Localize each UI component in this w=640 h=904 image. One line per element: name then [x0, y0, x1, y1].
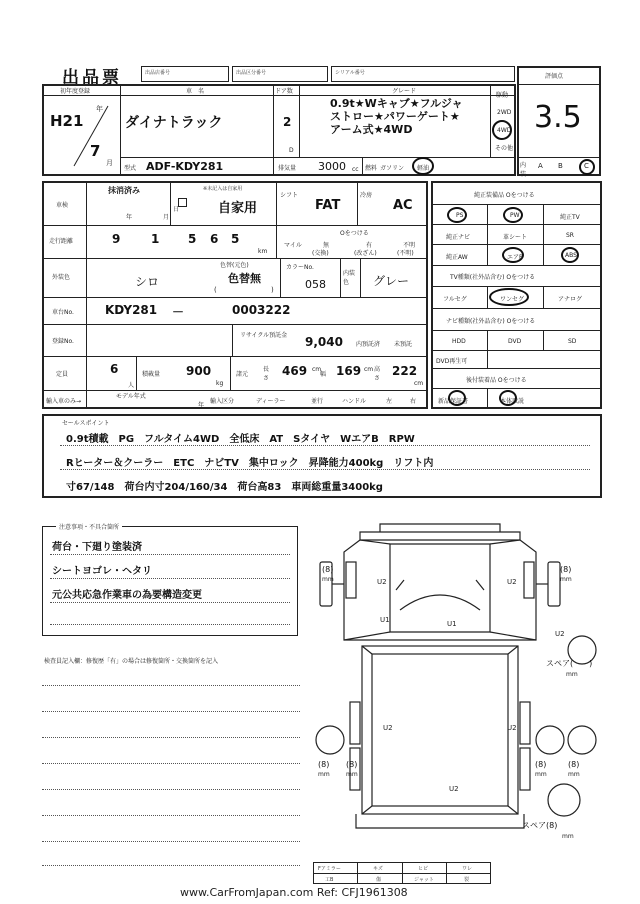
interior-label: 内装 — [520, 162, 527, 178]
inspector-line — [42, 815, 300, 816]
first-reg-year-unit: 年 — [96, 105, 103, 113]
repaint-value: 色替無 — [228, 272, 261, 285]
chassis-number: 0003222 — [232, 303, 291, 317]
opt-airbag[interactable]: エアB — [507, 254, 524, 261]
tread-unit: mm — [535, 771, 547, 778]
interior-color-label: 内装色 — [343, 270, 356, 286]
usage-note: ※未記入は自家用 — [203, 186, 243, 192]
sales-points-label: セールスポイント — [62, 420, 110, 427]
load-label: 積載量 — [142, 371, 161, 378]
navi-dvd[interactable]: DVD — [508, 338, 522, 345]
displacement-value: 3000 — [318, 160, 346, 173]
score-value: 3.5 — [534, 100, 582, 135]
repaint-label: 色替(元色) — [220, 262, 249, 269]
first-reg-slash — [66, 102, 116, 172]
seats-unit: 人 — [128, 382, 135, 389]
sales-points-line2: Rヒーター＆クーラー ETC ナビTV 集中ロック 昇降能力400kg リフト内 — [66, 458, 434, 469]
width-value: 169 — [336, 364, 362, 378]
notes-item-2: シートヨゴレ・ヘタリ — [52, 566, 152, 577]
dvd-play[interactable]: DVD再生可 — [436, 358, 468, 365]
serial-no-box — [331, 66, 515, 82]
opt-abs[interactable]: ABS — [565, 252, 577, 259]
handle-right[interactable]: 右 — [410, 398, 417, 405]
tread-unit: mm — [346, 771, 358, 778]
recycle-value: 9,040 — [305, 335, 343, 349]
mileage-digit: 5 — [188, 232, 197, 246]
interior-c[interactable]: C — [584, 162, 589, 170]
import-parallel[interactable]: 並行 — [311, 398, 324, 405]
color-no-value: 058 — [305, 278, 326, 291]
tread-value: 8 — [349, 760, 355, 769]
interior-color-value: グレー — [373, 274, 410, 288]
mileage-digit: 9 — [112, 232, 121, 246]
dims-label: 諸元 — [236, 371, 249, 378]
extra-warranty-circle — [448, 390, 466, 406]
tread-value: 8 — [321, 760, 327, 769]
width-label: 幅 — [320, 371, 327, 378]
usage-value: 自家用 — [218, 201, 258, 216]
drive-4wd[interactable]: 4WD — [497, 127, 512, 134]
grade-value: 0.9t★Wキャブ★フルジャストロー★パワーゲート★アーム式★4WD — [330, 97, 463, 136]
first-reg-era: H21 — [50, 112, 84, 130]
diagram-u1-cab: U1 — [380, 616, 390, 624]
ac-value: AC — [393, 198, 413, 213]
handle-left[interactable]: 左 — [386, 398, 393, 405]
tread-unit: mm — [322, 576, 334, 583]
meter-opt-none[interactable]: 無 — [323, 242, 330, 249]
import-type-label: 輸入区分 — [210, 398, 235, 405]
tread-unit: mm — [318, 771, 330, 778]
shift-value: FAT — [315, 198, 341, 213]
vehicle-damage-diagram — [300, 522, 602, 852]
inspection-status: 抹消済み — [108, 186, 140, 195]
opt-navi[interactable]: 純正ナビ — [446, 234, 471, 241]
tread-front-left: (8) mm — [322, 565, 334, 583]
recycle-status-b[interactable]: 未預託 — [394, 341, 413, 348]
meter-sub-1: (交換) — [312, 250, 329, 257]
exterior-color-label: 外装色 — [52, 274, 71, 281]
serial-no-label: シリアル番号 — [335, 70, 365, 76]
extra-label: 後付装着品 Oをつける — [466, 377, 527, 384]
load-value: 900 — [186, 364, 212, 378]
tv-analog[interactable]: アナログ — [558, 296, 583, 303]
tread-front-right: (8) mm — [560, 565, 572, 583]
import-dealer[interactable]: ディーラー — [256, 398, 286, 405]
extra-manual[interactable]: 本体取説 — [500, 398, 525, 405]
exhibit-no-box — [232, 66, 328, 82]
doors-d: D — [289, 147, 294, 154]
legend-header: Fアミラー — [318, 866, 341, 872]
mileage-digit: 5 — [231, 232, 240, 246]
exhibitor-no-label: 出品店番号 — [145, 70, 171, 76]
genuine-label: 純正装備品 Oをつける — [474, 192, 535, 199]
navi-sd[interactable]: SD — [568, 338, 577, 345]
inspector-line — [42, 737, 300, 738]
tread-value: 8 — [571, 760, 577, 769]
navi-label: ナビ種類(社外品含む) Oをつける — [446, 318, 536, 325]
model-value: ADF-KDY281 — [146, 160, 224, 173]
opt-pw-circle — [503, 207, 523, 223]
extra-manual-circle — [499, 390, 517, 406]
model-year-unit: 年 — [198, 402, 205, 409]
tread-value: 8 — [538, 760, 544, 769]
fuel-gas[interactable]: ガソリン — [380, 165, 405, 172]
inspection-day-unit: 日 — [173, 206, 180, 213]
tread-rear-left-inner: (8) mm — [346, 760, 358, 778]
opt-pw[interactable]: PW — [510, 212, 520, 219]
opt-aw[interactable]: 純正AW — [446, 254, 468, 261]
drive-other[interactable]: その他 — [495, 145, 514, 152]
tread-rear-right-inner: (8) mm — [535, 760, 547, 778]
tv-oneseg-circle — [489, 288, 529, 306]
chassis-label: 車台No. — [52, 309, 74, 316]
diagram-u2-left-top: U2 — [377, 578, 387, 586]
navi-hdd[interactable]: HDD — [452, 338, 466, 345]
shift-label: シフト — [280, 192, 299, 199]
tread-unit: mm — [562, 833, 574, 840]
diagram-u2-bottom: U2 — [449, 785, 459, 793]
displacement-unit: cc — [352, 166, 359, 173]
diagram-u2-spare: U2 — [555, 630, 565, 638]
import-label: 輸入車のみ→ — [46, 398, 82, 405]
footer-ref: Ref: CFJ1961308 — [316, 886, 408, 899]
opt-ps[interactable]: PS — [456, 212, 464, 219]
tread-unit: mm — [560, 576, 572, 583]
meter-opt-yes[interactable]: 有 — [366, 242, 373, 249]
inspection-year-unit: 年 — [126, 214, 133, 221]
tv-oneseg[interactable]: ワンセグ — [500, 296, 525, 303]
notes-item-3: 元公共応急作業車の為要構造変更 — [52, 590, 202, 601]
doors-label: ドア数 — [275, 88, 293, 95]
spare-bottom: スペア(8) mm — [522, 821, 574, 840]
tread-unit: mm — [568, 771, 580, 778]
fuel-label: 燃料 — [365, 165, 378, 172]
mileage-unit: km — [258, 248, 268, 255]
handle-label: ハンドル — [342, 398, 367, 405]
load-unit: kg — [216, 380, 224, 387]
exterior-color-value: シロ — [135, 275, 160, 289]
tread-value: 8 — [563, 565, 569, 574]
seats-value: 6 — [110, 362, 119, 376]
exhibitor-no-box — [141, 66, 229, 82]
displacement-label: 排気量 — [278, 165, 297, 172]
registration-label: 登録No. — [52, 338, 74, 345]
footer-watermark — [180, 886, 408, 899]
sales-points-line1: 0.9t積載 PG フルタイム4WD 全低床 AT Sタイヤ WエアB RPW — [66, 434, 415, 445]
first-reg-month-unit: 月 — [106, 159, 113, 167]
tread-value: 8 — [325, 565, 331, 574]
interior-a[interactable]: A — [538, 162, 543, 170]
inspector-line — [42, 763, 300, 764]
legend-header: ヒビ — [418, 866, 429, 872]
opt-ps-circle — [447, 207, 467, 223]
opt-leather[interactable]: 革シート — [503, 234, 528, 241]
doors-value: 2 — [283, 115, 292, 129]
score-label: 評価点 — [545, 73, 564, 80]
legend-value: ジャット — [414, 877, 434, 883]
mile-label: マイル — [284, 242, 302, 249]
spare-top: スペア( ) mm — [546, 659, 593, 678]
opt-airbag-circle — [502, 247, 524, 263]
recycle-label: リサイクル預託金 — [240, 332, 288, 339]
diagram-u2-mid-left: U2 — [383, 724, 393, 732]
interior-b[interactable]: B — [558, 162, 563, 170]
tv-fullseg[interactable]: フルセグ — [443, 296, 467, 303]
meter-sub-2: (改ざん) — [354, 250, 377, 257]
repaint-paren-close: ) — [271, 286, 274, 294]
inspection-label: 車検 — [56, 202, 69, 209]
height-label: 高さ — [374, 366, 381, 382]
chassis-dash: － — [172, 305, 185, 319]
extra-warranty[interactable]: 新品保証書 — [438, 398, 469, 405]
drive-label: 駆動 — [496, 92, 509, 99]
fuel-diesel-circle — [412, 157, 434, 175]
width-unit: cm — [364, 366, 374, 373]
vehicle-name: ダイナトラック — [125, 115, 223, 131]
tread-value: 8 — [549, 821, 555, 830]
inspector-line — [42, 711, 300, 712]
opt-sr[interactable]: SR — [566, 232, 574, 239]
vehicle-name-label: 車 名 — [186, 88, 205, 95]
inspector-line — [42, 789, 300, 790]
spare-label: スペア — [522, 821, 546, 830]
model-label: 型式 — [124, 165, 137, 172]
ac-label: 冷房 — [360, 192, 373, 199]
page-title: 出品票 — [62, 68, 122, 88]
tread-unit: mm — [566, 671, 578, 678]
length-label: 長さ — [263, 366, 270, 382]
height-unit: cm — [414, 380, 424, 387]
mileage-label: 走行距離 — [49, 238, 74, 245]
interior-c-circle — [579, 159, 595, 175]
notes-label: 注意事項・不具合箇所 — [56, 522, 122, 531]
legend-value: 傷 — [376, 877, 382, 883]
length-unit: cm — [312, 366, 322, 373]
opt-tv[interactable]: 純正TV — [560, 214, 580, 221]
tread-rear-left-outer: (8) mm — [318, 760, 330, 778]
first-reg-month: 7 — [90, 142, 101, 160]
inspector-line — [42, 865, 300, 866]
spare-label: スペア — [546, 659, 570, 668]
drive-4wd-circle — [492, 120, 512, 140]
recycle-status-a[interactable]: 内預託済 — [356, 341, 381, 348]
fuel-diesel[interactable]: 軽油 — [417, 165, 430, 172]
tread-rear-right-outer: (8) mm — [568, 760, 580, 778]
grade-label: グレード — [392, 88, 417, 95]
sales-points-line3: 寸67/148 荷台内寸204/160/34 荷台高83 車両総重量3400kg — [66, 482, 383, 493]
height-value: 222 — [392, 364, 418, 378]
meter-opt-unknown[interactable]: 不明 — [403, 242, 416, 249]
legend-value: 裂 — [464, 877, 470, 883]
inspector-line — [42, 841, 300, 842]
inspection-checkbox[interactable] — [178, 198, 187, 207]
seats-label: 定員 — [56, 371, 69, 378]
drive-2wd[interactable]: 2WD — [497, 109, 512, 116]
inspector-line — [42, 685, 300, 686]
first-reg-label: 初年度登録 — [60, 88, 91, 95]
legend-header: ワレ — [462, 866, 473, 872]
model-year-label: モデル年式 — [116, 393, 146, 400]
repaint-paren-open: ( — [214, 286, 217, 294]
chassis-model: KDY281 — [105, 303, 158, 317]
notes-item-1: 荷台・下廻り塗装済 — [52, 542, 142, 553]
meter-label: Oをつける — [340, 230, 369, 237]
tv-label: TV種類(社外品含む) Oをつける — [450, 274, 536, 281]
mileage-digit: 6 — [210, 232, 219, 246]
footer-site: www.CarFromJapan.com — [180, 886, 314, 899]
inspection-month-unit: 月 — [163, 214, 170, 221]
diagram-u2-right-top: U2 — [507, 578, 517, 586]
diagram-u1-hood: U1 — [447, 620, 457, 628]
exhibit-no-label: 出品区分番号 — [236, 70, 267, 76]
opt-abs-circle — [561, 247, 579, 263]
inspector-label: 検査員記入欄：修復歴「有」の場合は修復箇所・交換箇所を記入 — [44, 658, 219, 665]
meter-sub-3: (不明) — [397, 250, 414, 257]
length-value: 469 — [282, 364, 308, 378]
legend-value: 工B — [325, 877, 334, 883]
diagram-u2-mid-right: U2 — [507, 724, 517, 732]
legend-header: キズ — [373, 866, 383, 872]
color-no-label: カラーNo. — [286, 264, 314, 271]
mileage-digit: 1 — [151, 232, 160, 246]
